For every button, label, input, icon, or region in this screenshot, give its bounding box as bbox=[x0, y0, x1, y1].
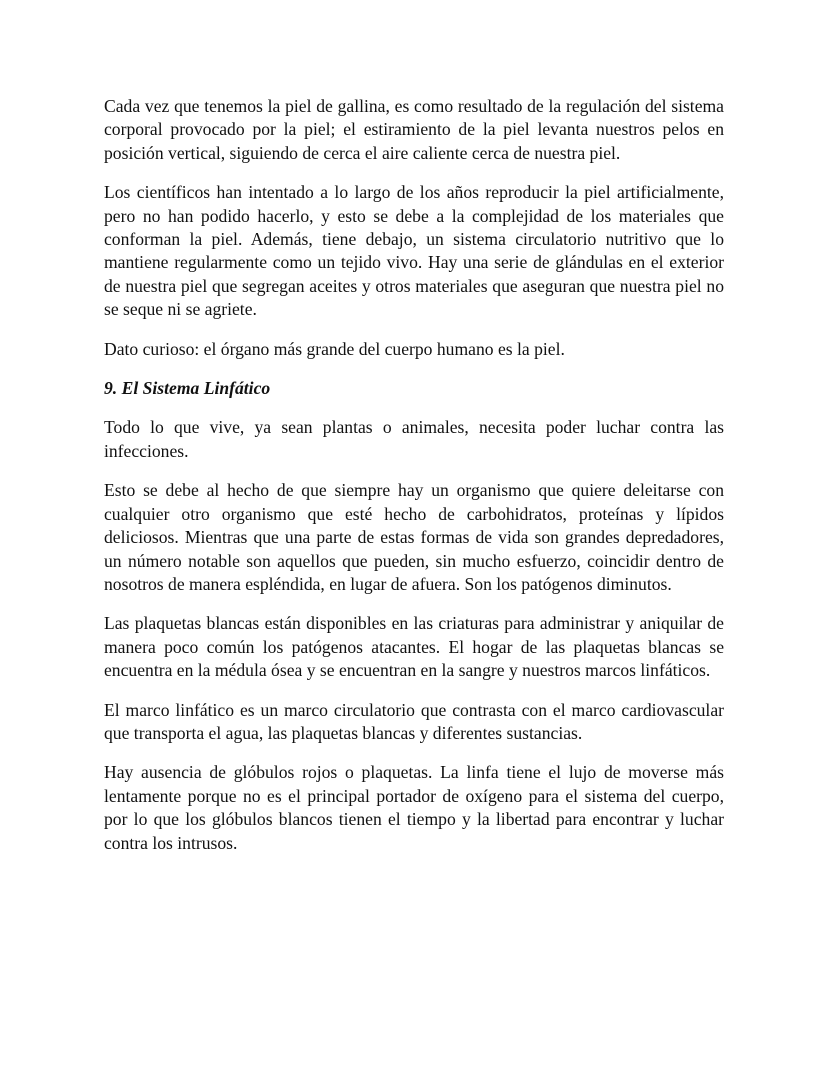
paragraph-artificial-skin: Los científicos han intentado a lo largo de los años reproducir la piel artificialmente, pero no han podido hacerlo, y esto se debe a la complejidad de los materiales que conforman la piel. Además, tiene debajo, un sistema circulatorio nutritivo que lo mantiene regularmente como un tejido vivo. Hay una serie de glándulas en el exterior de nuestra piel que segregan aceites y otros materiales que aseguran que nuestra piel no se seque ni se agriete. bbox=[104, 182, 724, 320]
document-page bbox=[104, 95, 724, 871]
section-heading: 9. El Sistema Linfático bbox=[104, 378, 271, 399]
paragraph-pathogens: Esto se debe al hecho de que siempre hay un organismo que quiere deleitarse con cualquier otro organismo que esté hecho de carbohidratos, proteínas y lípidos deliciosos. Mientras que una parte de estas formas de vida son grandes depredadores, un número notable son aquellos que pueden, sin mucho esfuerzo, coincidir dentro de nosotros de manera espléndida, en lugar de afuera. Son los patógenos diminutos. bbox=[104, 480, 724, 594]
paragraph-fun-fact: Dato curioso: el órgano más grande del cuerpo humano es la piel. bbox=[104, 338, 565, 359]
paragraph-infections: Todo lo que vive, ya sean plantas o animales, necesita poder luchar contra las infecciones. bbox=[104, 417, 724, 461]
paragraph-lymph: Hay ausencia de glóbulos rojos o plaquetas. La linfa tiene el lujo de moverse más lentamente porque no es el principal portador de oxígeno para el sistema del cuerpo, por lo que los glóbulos blancos tienen el tiempo y la libertad para encontrar y luchar contra los intrusos. bbox=[104, 762, 724, 853]
paragraph-lymphatic-system: El marco linfático es un marco circulatorio que contrasta con el marco cardiovascular que transporta el agua, las plaquetas blancas y diferentes sustancias. bbox=[104, 699, 724, 743]
paragraph-goosebumps: Cada vez que tenemos la piel de gallina, es como resultado de la regulación del sistema corporal provocado por la piel; el estiramiento de la piel levanta nuestros pelos en posición vertical, siguiendo de cerca el aire caliente cerca de nuestra piel. bbox=[104, 96, 724, 163]
paragraph-white-cells: Las plaquetas blancas están disponibles en las criaturas para administrar y aniquilar de manera poco común los patógenos atacantes. El hogar de las plaquetas blancas se encuentra en la médula ósea y se encuentran en la sangre y nuestros marcos linfáticos. bbox=[104, 613, 724, 681]
